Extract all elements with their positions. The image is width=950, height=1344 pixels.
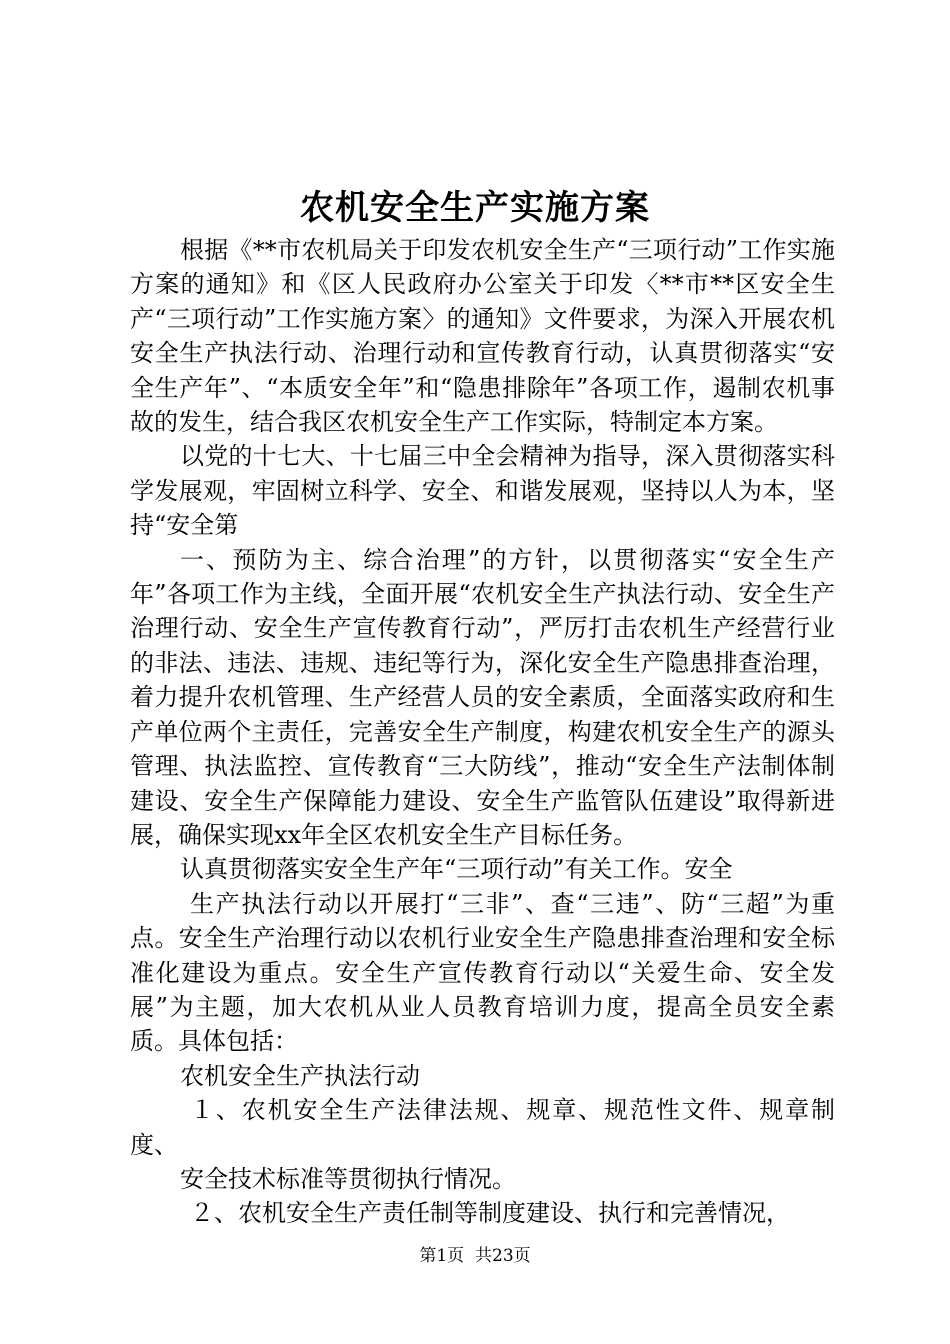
- page-number: 第1页: [419, 1246, 465, 1266]
- list-item-1-continuation: 安全技术标准等贯彻执行情况。: [180, 1164, 516, 1193]
- document-title: 农机安全生产实施方案: [300, 188, 650, 228]
- list-item-1: １、农机安全生产法律法规、规章、规范性文件、规章制度、: [130, 1096, 835, 1159]
- paragraph-4: 认真贯彻落实安全生产年“三项行动”有关工作。安全: [180, 855, 733, 884]
- paragraph-1: 根据《**市农机局关于印发农机安全生产“三项行动”工作实施方案的通知》和《区人民政府办公室关于印发〈**市**区安全生产“三项行动”工作实施方案〉的通知》文件要求，为深入开展农机安全生产执法行动、治理行动和宣传教育行动，认真贯彻落实“安全生产年”、“本质安全年”和“隐患排除年”各项工作，遏制农机事故的发生，结合我区农机安全生产工作实际，特制定本方案。: [130, 236, 835, 437]
- paragraph-5: 生产执法行动以开展打“三非”、查“三违”、防“三超”为重点。安全生产治理行动以农机行业安全生产隐患排查治理和安全标准化建设为重点。安全生产宣传教育行动以“关爱生命、安全发展”为主题，加大农机从业人员教育培训力度，提高全员安全素质。具体包括：: [130, 889, 835, 1056]
- section-heading: 农机安全生产执法行动: [180, 1061, 420, 1090]
- document-body: [130, 233, 835, 1231]
- list-item-2: ２、农机安全生产责任制等制度建设、执行和完善情况，: [190, 1199, 790, 1228]
- page-footer: [0, 1244, 950, 1268]
- paragraph-3: 一、预防为主、综合治理”的方针，以贯彻落实“安全生产年”各项工作为主线，全面开展“农机安全生产执法行动、安全生产治理行动、安全生产宣传教育行动”，严厉打击农机生产经营行业的非法、违法、违规、违纪等行为，深化安全生产隐患排查治理，着力提升农机管理、生产经营人员的安全素质，全面落实政府和生产单位两个主责任，完善安全生产制度，构建农机安全生产的源头管理、执法监控、宣传教育“三大防线”，推动“安全生产法制体制建设、安全生产保障能力建设、安全生产监管队伍建设”取得新进展，确保实现xx年全区农机安全生产目标任务。: [130, 545, 835, 849]
- page-total: 共23页: [475, 1246, 531, 1266]
- paragraph-2: 以党的十七大、十七届三中全会精神为指导，深入贯彻落实科学发展观，牢固树立科学、安全、和谐发展观，坚持以人为本，坚持“安全第: [130, 442, 835, 540]
